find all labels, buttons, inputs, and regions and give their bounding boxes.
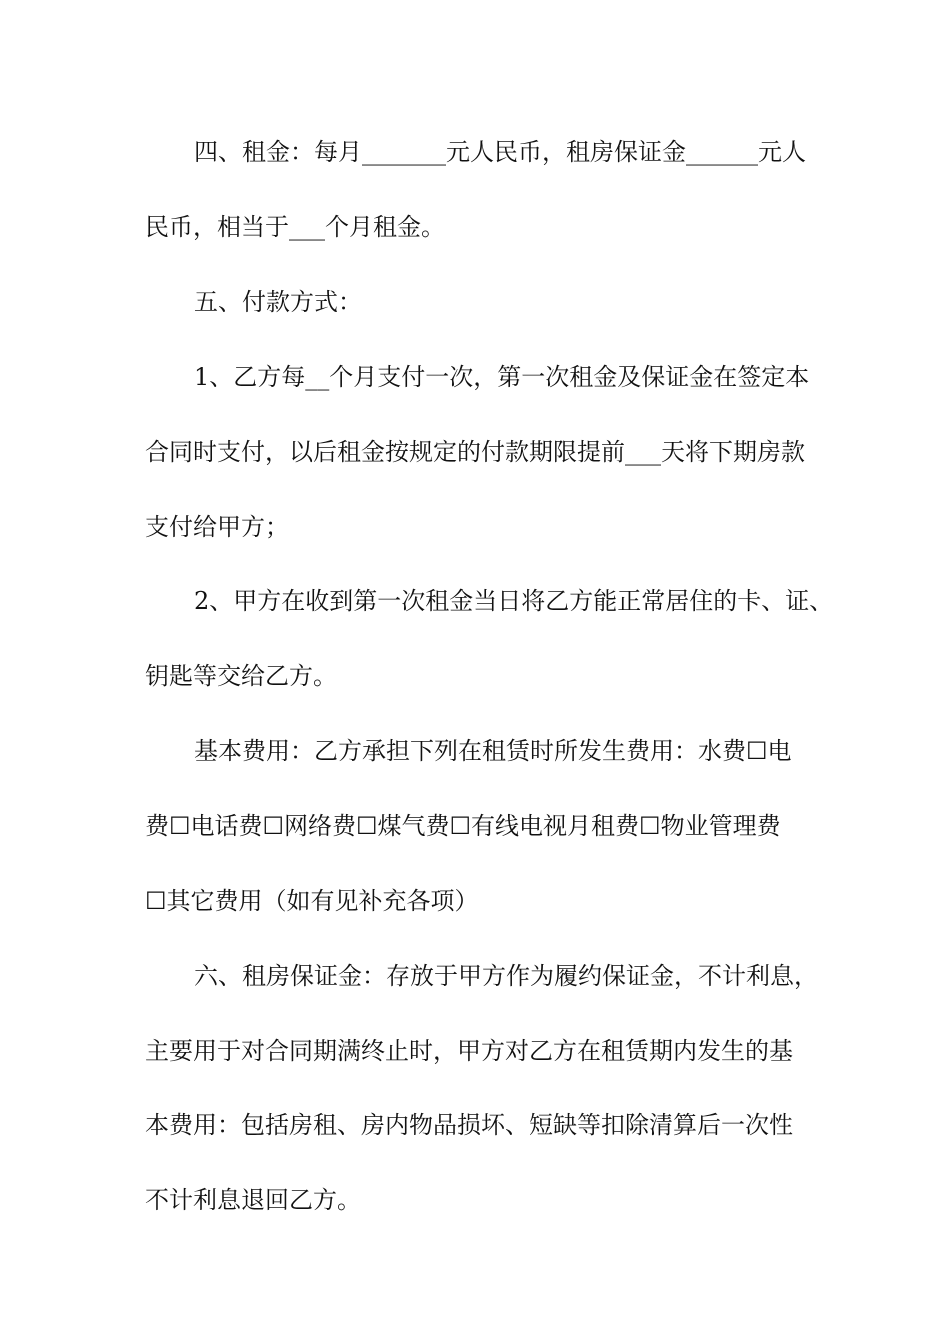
deposit-clause-line-3: 本费用：包括房租、房内物品损坏、短缺等扣除清算后一次性 [145, 1111, 793, 1139]
payment-item-1-line-3: 支付给甲方； [145, 513, 289, 541]
deposit-clause-line-1: 六、租房保证金：存放于甲方作为履约保证金，不计利息， [194, 962, 818, 990]
payment-item-1-line-2: 合同时支付，以后租金按规定的付款期限提前___天将下期房款 [145, 438, 805, 466]
deposit-clause-line-4: 不计利息退回乙方。 [145, 1186, 361, 1214]
deposit-clause-line-2: 主要用于对合同期满终止时，甲方对乙方在租赁期内发生的基 [145, 1037, 793, 1065]
basic-fees-line-3: ☐其它费用（如有见补充各项） [145, 887, 479, 915]
rent-clause-line-2: 民币，相当于___个月租金。 [145, 213, 445, 241]
rent-clause-line-1: 四、租金：每月_______元人民币，租房保证金______元人 [194, 138, 806, 166]
payment-item-2-line-2: 钥匙等交给乙方。 [145, 662, 337, 690]
basic-fees-line-2: 费☐电话费☐网络费☐煤气费☐有线电视月租费☐物业管理费 [145, 812, 781, 840]
basic-fees-line-1: 基本费用：乙方承担下列在租赁时所发生费用：水费☐电 [194, 737, 792, 765]
payment-item-1-line-1: 1、乙方每__个月支付一次，第一次租金及保证金在签定本 [194, 363, 810, 391]
payment-item-2-line-1: 2、甲方在收到第一次租金当日将乙方能正常居住的卡、证、 [194, 587, 834, 615]
payment-method-heading: 五、付款方式： [194, 288, 362, 316]
